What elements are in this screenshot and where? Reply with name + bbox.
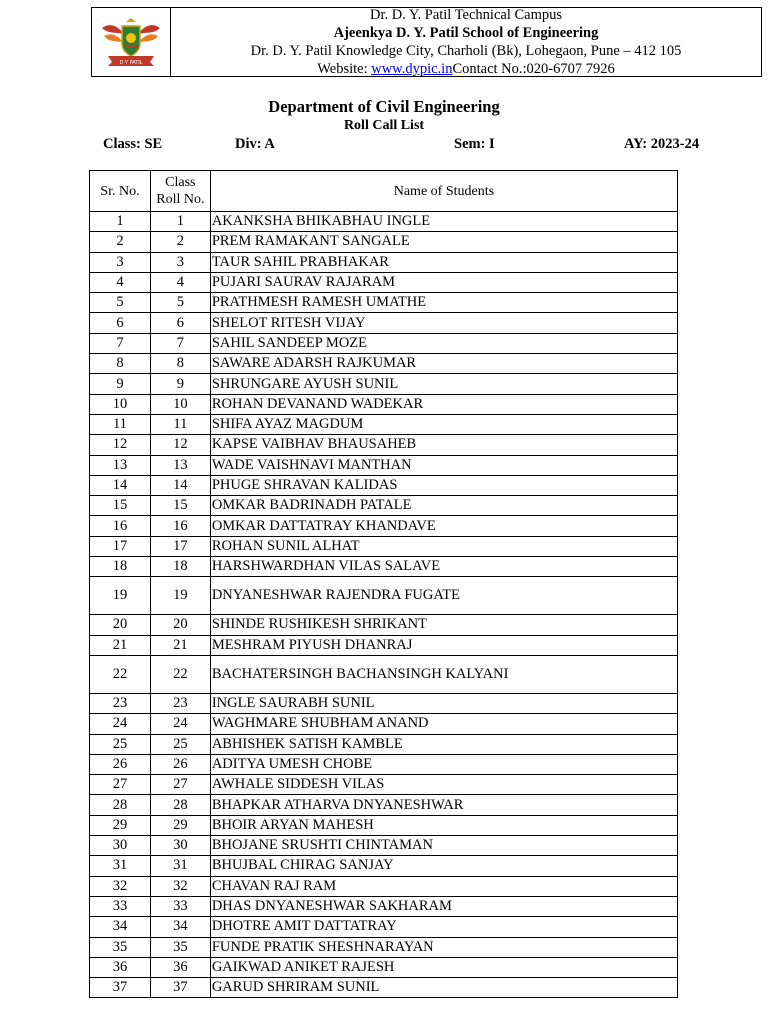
roll-no-cell: 34 <box>150 917 210 937</box>
student-name-cell: DNYANESHWAR RAJENDRA FUGATE <box>210 577 677 615</box>
student-name-cell: INGLE SAURABH SUNIL <box>210 693 677 713</box>
student-name-cell: FUNDE PRATIK SHESHNARAYAN <box>210 937 677 957</box>
sr-no-cell: 34 <box>90 917 151 937</box>
student-name-cell: MESHRAM PIYUSH DHANRAJ <box>210 635 677 655</box>
student-name-cell: ROHAN SUNIL ALHAT <box>210 536 677 556</box>
student-name-cell: BACHATERSINGH BACHANSINGH KALYANI <box>210 655 677 693</box>
sr-no-cell: 23 <box>90 693 151 713</box>
roll-no-cell: 22 <box>150 655 210 693</box>
roll-no-header <box>150 171 210 212</box>
sr-no-cell: 33 <box>90 896 151 916</box>
table-row <box>90 896 678 916</box>
table-row <box>90 414 678 434</box>
student-name-cell: BHOIR ARYAN MAHESH <box>210 815 677 835</box>
sr-no-cell: 24 <box>90 714 151 734</box>
table-row <box>90 354 678 374</box>
roll-no-cell: 35 <box>150 937 210 957</box>
sr-no-cell: 26 <box>90 754 151 774</box>
sr-no-cell: 31 <box>90 856 151 876</box>
sr-no-cell: 4 <box>90 272 151 292</box>
sr-no-cell: 18 <box>90 557 151 577</box>
roll-no-cell: 7 <box>150 333 210 353</box>
roll-call-title: Roll Call List <box>343 118 425 133</box>
sr-no-cell: 1 <box>90 212 151 232</box>
roll-no-cell: 26 <box>150 754 210 774</box>
roll-no-header-line2: Roll No. <box>156 192 205 207</box>
roll-no-cell: 32 <box>150 876 210 896</box>
address: Dr. D. Y. Patil Knowledge City, Charholi (Bk), Lohegaon, Pune – 412 105 <box>250 43 682 59</box>
sr-no-header: Sr. No. <box>90 171 151 212</box>
roll-no-cell: 6 <box>150 313 210 333</box>
student-name-cell: PHUGE SHRAVAN KALIDAS <box>210 475 677 495</box>
student-name-cell: ADITYA UMESH CHOBE <box>210 754 677 774</box>
table-row <box>90 714 678 734</box>
roll-no-cell: 4 <box>150 272 210 292</box>
student-name-cell: AWHALE SIDDESH VILAS <box>210 775 677 795</box>
student-name-cell: SHRUNGARE AYUSH SUNIL <box>210 374 677 394</box>
sr-no-cell: 21 <box>90 635 151 655</box>
sr-no-cell: 36 <box>90 957 151 977</box>
sr-no-cell: 3 <box>90 252 151 272</box>
student-name-cell: ABHISHEK SATISH KAMBLE <box>210 734 677 754</box>
department-title: Department of Civil Engineering <box>268 97 500 116</box>
sr-no-cell: 17 <box>90 536 151 556</box>
student-name-cell: GARUD SHRIRAM SUNIL <box>210 978 677 998</box>
table-row <box>90 775 678 795</box>
logo-ribbon-text: D Y PATIL <box>119 60 143 66</box>
table-row <box>90 978 678 998</box>
sr-no-cell: 11 <box>90 414 151 434</box>
student-name-cell: AKANKSHA BHIKABHAU INGLE <box>210 212 677 232</box>
student-name-cell: ROHAN DEVANAND WADEKAR <box>210 394 677 414</box>
table-row <box>90 496 678 516</box>
student-name-cell: PREM RAMAKANT SANGALE <box>210 232 677 252</box>
roll-no-cell: 2 <box>150 232 210 252</box>
table-row <box>90 252 678 272</box>
roll-table-body <box>90 212 678 998</box>
roll-no-cell: 24 <box>150 714 210 734</box>
roll-no-cell: 33 <box>150 896 210 916</box>
student-name-cell: CHAVAN RAJ RAM <box>210 876 677 896</box>
student-name-cell: WAGHMARE SHUBHAM ANAND <box>210 714 677 734</box>
logo-cell <box>92 8 171 76</box>
roll-no-cell: 5 <box>150 293 210 313</box>
table-row <box>90 394 678 414</box>
sr-no-cell: 10 <box>90 394 151 414</box>
table-row <box>90 693 678 713</box>
school-name: Ajeenkya D. Y. Patil School of Engineering <box>333 25 599 41</box>
student-name-cell: BHUJBAL CHIRAG SANJAY <box>210 856 677 876</box>
table-row <box>90 516 678 536</box>
table-row <box>90 734 678 754</box>
institute-logo <box>98 16 164 68</box>
sr-no-cell: 37 <box>90 978 151 998</box>
roll-no-cell: 30 <box>150 836 210 856</box>
table-row <box>90 635 678 655</box>
roll-no-cell: 25 <box>150 734 210 754</box>
student-name-cell: PUJARI SAURAV RAJARAM <box>210 272 677 292</box>
roll-no-cell: 9 <box>150 374 210 394</box>
roll-no-cell: 15 <box>150 496 210 516</box>
sr-no-cell: 9 <box>90 374 151 394</box>
roll-no-cell: 13 <box>150 455 210 475</box>
contact-number: Contact No.:020-6707 7926 <box>452 61 615 77</box>
sr-no-cell: 12 <box>90 435 151 455</box>
sr-no-cell: 19 <box>90 577 151 615</box>
table-row <box>90 374 678 394</box>
table-row <box>90 655 678 693</box>
table-row <box>90 836 678 856</box>
header-box <box>91 7 762 77</box>
table-row <box>90 435 678 455</box>
roll-no-cell: 18 <box>150 557 210 577</box>
table-row <box>90 615 678 635</box>
student-name-cell: BHOJANE SRUSHTI CHINTAMAN <box>210 836 677 856</box>
student-name-cell: SHINDE RUSHIKESH SHRIKANT <box>210 615 677 635</box>
roll-no-cell: 29 <box>150 815 210 835</box>
student-name-cell: KAPSE VAIBHAV BHAUSAHEB <box>210 435 677 455</box>
roll-no-cell: 37 <box>150 978 210 998</box>
sr-no-cell: 6 <box>90 313 151 333</box>
roll-no-header-line1: Class <box>165 175 196 190</box>
student-name-header: Name of Students <box>210 171 677 212</box>
sr-no-cell: 13 <box>90 455 151 475</box>
student-name-cell: OMKAR DATTATRAY KHANDAVE <box>210 516 677 536</box>
sr-no-cell: 30 <box>90 836 151 856</box>
sr-no-cell: 28 <box>90 795 151 815</box>
table-row <box>90 577 678 615</box>
table-row <box>90 917 678 937</box>
sr-no-cell: 2 <box>90 232 151 252</box>
sr-no-cell: 29 <box>90 815 151 835</box>
sr-no-cell: 27 <box>90 775 151 795</box>
website-label: Website: <box>317 61 372 77</box>
sr-no-cell: 14 <box>90 475 151 495</box>
roll-no-cell: 16 <box>150 516 210 536</box>
student-name-cell: SAHIL SANDEEP MOZE <box>210 333 677 353</box>
table-row <box>90 536 678 556</box>
student-name-cell: BHAPKAR ATHARVA DNYANESHWAR <box>210 795 677 815</box>
roll-no-cell: 17 <box>150 536 210 556</box>
student-name-cell: WADE VAISHNAVI MANTHAN <box>210 455 677 475</box>
roll-call-table <box>89 170 678 998</box>
sr-no-cell: 20 <box>90 615 151 635</box>
student-name-cell: PRATHMESH RAMESH UMATHE <box>210 293 677 313</box>
roll-no-cell: 14 <box>150 475 210 495</box>
table-row <box>90 876 678 896</box>
student-name-cell: SHIFA AYAZ MAGDUM <box>210 414 677 434</box>
table-row <box>90 333 678 353</box>
roll-no-cell: 1 <box>150 212 210 232</box>
student-name-cell: TAUR SAHIL PRABHAKAR <box>210 252 677 272</box>
student-name-cell: SHELOT RITESH VIJAY <box>210 313 677 333</box>
table-row <box>90 232 678 252</box>
website-link[interactable]: www.dypic.in <box>371 61 453 77</box>
sr-no-cell: 16 <box>90 516 151 536</box>
academic-year-label: AY: 2023-24 <box>624 136 700 152</box>
roll-no-cell: 36 <box>150 957 210 977</box>
table-row <box>90 856 678 876</box>
sr-no-cell: 22 <box>90 655 151 693</box>
table-row <box>90 957 678 977</box>
roll-no-cell: 23 <box>150 693 210 713</box>
sr-no-cell: 7 <box>90 333 151 353</box>
campus-name: Dr. D. Y. Patil Technical Campus <box>369 7 563 23</box>
student-name-cell: OMKAR BADRINADH PATALE <box>210 496 677 516</box>
table-row <box>90 815 678 835</box>
sr-no-cell: 35 <box>90 937 151 957</box>
sr-no-cell: 8 <box>90 354 151 374</box>
table-row <box>90 455 678 475</box>
roll-no-cell: 8 <box>150 354 210 374</box>
table-row <box>90 557 678 577</box>
roll-no-cell: 19 <box>150 577 210 615</box>
class-label: Class: SE <box>103 136 163 152</box>
sr-no-cell: 25 <box>90 734 151 754</box>
table-row <box>90 795 678 815</box>
semester-label: Sem: I <box>454 136 495 152</box>
roll-no-cell: 12 <box>150 435 210 455</box>
table-row <box>90 212 678 232</box>
table-row <box>90 475 678 495</box>
division-label: Div: A <box>235 136 275 152</box>
table-row <box>90 937 678 957</box>
table-header-row <box>90 171 678 212</box>
student-name-cell: GAIKWAD ANIKET RAJESH <box>210 957 677 977</box>
roll-no-cell: 28 <box>150 795 210 815</box>
table-row <box>90 313 678 333</box>
sr-no-cell: 32 <box>90 876 151 896</box>
roll-no-cell: 31 <box>150 856 210 876</box>
roll-no-cell: 21 <box>150 635 210 655</box>
student-name-cell: DHAS DNYANESHWAR SAKHARAM <box>210 896 677 916</box>
roll-no-cell: 11 <box>150 414 210 434</box>
institute-info <box>171 8 761 76</box>
roll-no-cell: 20 <box>150 615 210 635</box>
roll-no-cell: 27 <box>150 775 210 795</box>
table-row <box>90 293 678 313</box>
sr-no-cell: 5 <box>90 293 151 313</box>
roll-no-cell: 10 <box>150 394 210 414</box>
table-row <box>90 272 678 292</box>
roll-no-cell: 3 <box>150 252 210 272</box>
student-name-cell: SAWARE ADARSH RAJKUMAR <box>210 354 677 374</box>
student-name-cell: HARSHWARDHAN VILAS SALAVE <box>210 557 677 577</box>
table-row <box>90 754 678 774</box>
sr-no-cell: 15 <box>90 496 151 516</box>
contact-line <box>317 60 615 78</box>
student-name-cell: DHOTRE AMIT DATTATRAY <box>210 917 677 937</box>
